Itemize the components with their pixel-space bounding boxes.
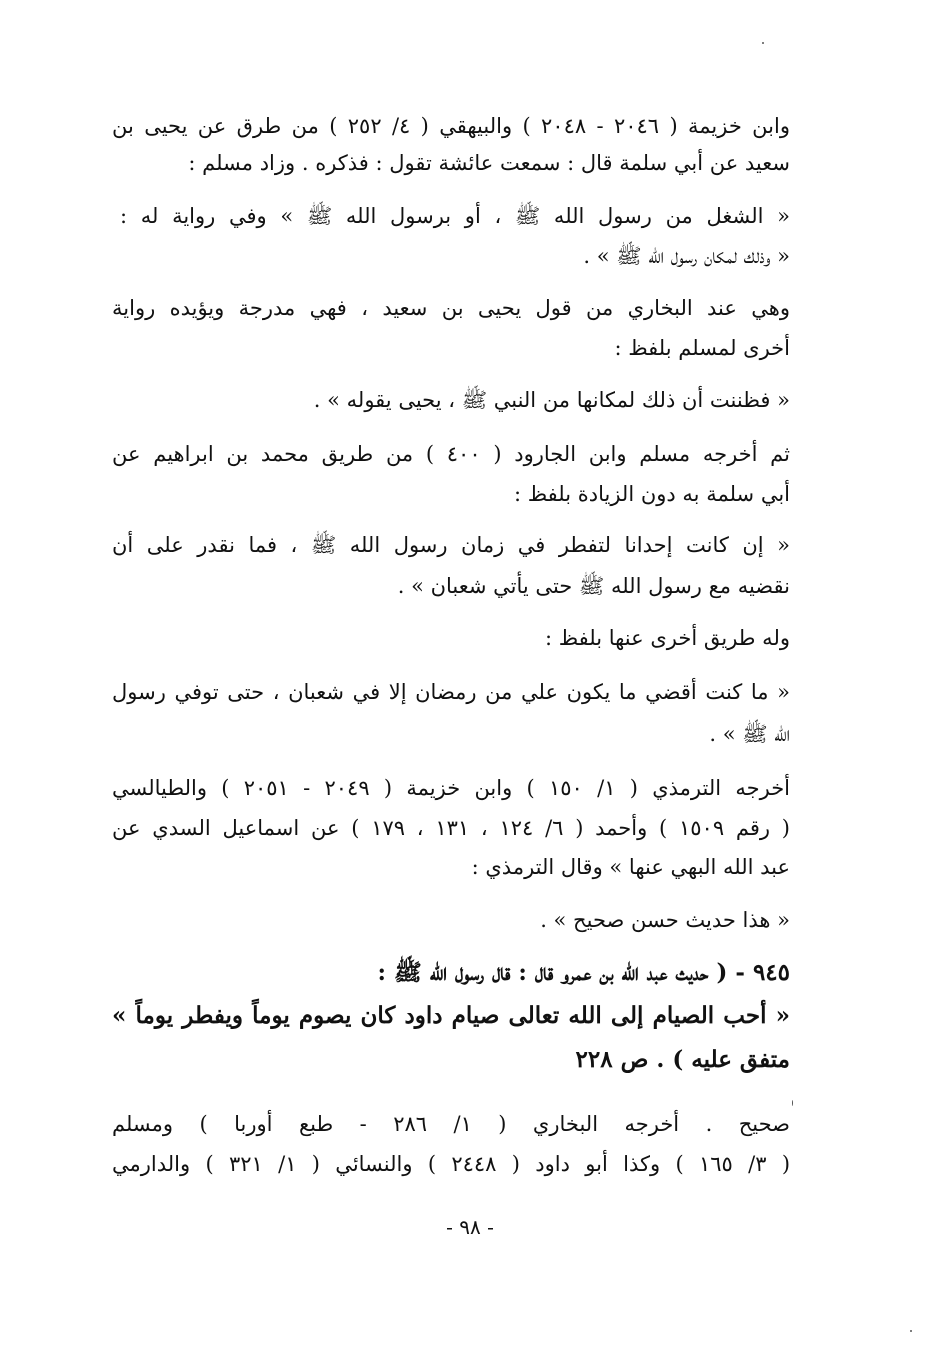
text-line: « هذا حديث حسن صحيح » . <box>540 908 790 932</box>
hadith-heading-line: « أحب الصيام إلى الله تعالى صيام داود كان يصوم يوماً ويفطر يوماً » <box>112 1002 790 1029</box>
text-line: نقضيه مع رسول الله ﷺ حتى يأتي شعبان » . <box>397 574 790 598</box>
text-line: وابن خزيمة ( ٢٠٤٦ - ٢٠٤٨ ) والبيهقي ( ٤/ ٢٥٢ ) من طرق عن يحيى بن <box>112 114 790 138</box>
text-line: أخرجه الترمذي ( ١/ ١٥٠ ) وابن خزيمة ( ٢٠٤٩ - ٢٠٥١ ) والطيالسي <box>112 776 790 800</box>
text-line: « ما كنت أقضي ما يكون علي من رمضان إلا في شعبان ، حتى توفي رسول <box>112 680 790 704</box>
text-line: « فظننت أن ذلك لمكانها من النبي ﷺ ، يحيى يقوله » . <box>313 388 790 412</box>
text-line: ( رقم ١٥٠٩ ) وأحمد ( ٦/ ١٢٤ ، ١٣١ ، ١٧٩ ) عن اسماعيل السدي عن <box>112 816 790 840</box>
text-line: صحيح . أخرجه البخاري ( ١/ ٢٨٦ - طبع أوربا ) ومسلم <box>112 1112 790 1136</box>
text-line: أخرى لمسلم بلفظ : <box>614 336 790 360</box>
text-line: وله طريق أخرى عنها بلفظ : <box>544 626 790 650</box>
text-line: ( ٣/ ١٦٥ ) وكذا أبو داود ( ٢٤٤٨ ) والنسائي ( ١/ ٣٢١ ) والدارمي <box>112 1152 790 1176</box>
hadith-heading-line: ٩٤٥ - ( حديث عبد الله بن عمرو قال : قال رسول الله ﷺ : <box>377 959 790 986</box>
scan-speck <box>792 1100 793 1106</box>
text-line: ثم أخرجه مسلم وابن الجارود ( ٤٠٠ ) من طريق محمد بن ابراهيم عن <box>112 442 790 466</box>
text-line: « وذلك لمكان رسول الله ﷺ » . <box>583 244 790 268</box>
hadith-heading-line: متفق عليه ) . ص ٢٢٨ <box>575 1046 790 1073</box>
text-line: وهي عند البخاري من قول يحيى بن سعيد ، فهي مدرجة ويؤيده رواية <box>112 296 790 320</box>
text-line: « إن كانت إحدانا لتفطر في زمان رسول الله ﷺ ، فما نقدر على أن <box>112 533 790 557</box>
text-line: سعيد عن أبي سلمة قال : سمعت عائشة تقول : فذكره . وزاد مسلم : <box>188 151 790 175</box>
text-line: أبي سلمة به دون الزيادة بلفظ : <box>513 482 790 506</box>
scan-speck <box>762 42 764 44</box>
page-number: - ٩٨ - <box>446 1215 494 1239</box>
text-line: عبد الله البهي عنها » وقال الترمذي : <box>471 855 790 879</box>
scan-speck <box>910 1330 912 1332</box>
text-line: « الشغل من رسول الله ﷺ ، أو برسول الله ﷺ » وفي رواية له : <box>120 204 790 228</box>
text-line: الله ﷺ » . <box>709 722 790 746</box>
